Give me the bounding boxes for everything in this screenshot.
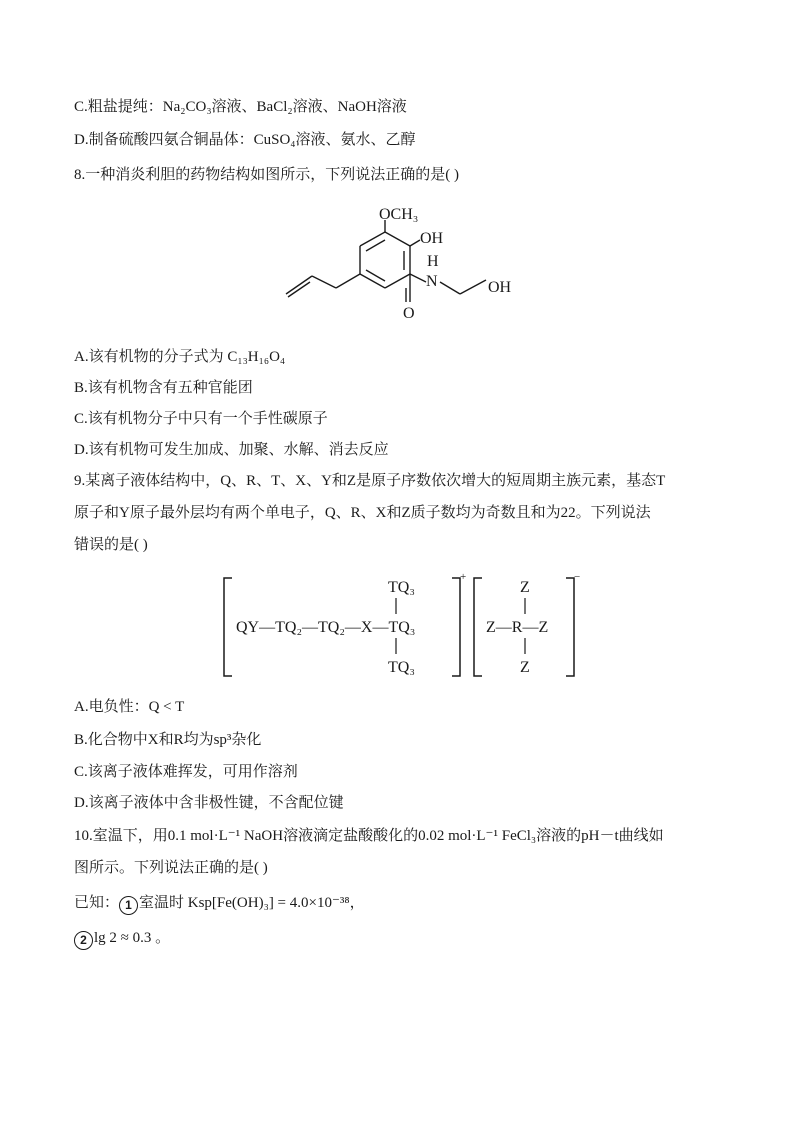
terminal-oh-label: OH	[488, 279, 512, 296]
carbonyl-o-label: O	[403, 305, 415, 322]
q8-option-a: A.该有机物的分子式为 C₁₃H₁₆O₄	[74, 349, 286, 365]
q8-option-c: C.该有机物分子中只有一个手性碳原子	[74, 411, 328, 427]
methoxy-label: OCH₃	[379, 206, 419, 223]
q9-option-b: B.化合物中X和R均为sp³杂化	[74, 732, 262, 748]
amide-h-label: H	[427, 253, 439, 270]
anion-charge: −	[574, 572, 581, 583]
q8-option-b: B.该有机物含有五种官能团	[74, 380, 253, 396]
q7-option-d	[74, 130, 416, 150]
q10-given-1-text: 室温时 Ksp[Fe(OH)₃] = 4.0×10⁻³⁸，	[139, 895, 365, 911]
anion-top: Z	[520, 579, 530, 596]
q8-option-d: D.该有机物可发生加成、加聚、水解、消去反应	[74, 442, 389, 458]
q10-given-2	[74, 928, 170, 950]
q9-option-a: A.电负性：Q < T	[74, 699, 185, 715]
anion-center: Z—R—Z	[486, 619, 549, 636]
q10-stem-line2: 图所示。下列说法正确的是( )	[74, 860, 268, 876]
q10-given-2-text: lg 2 ≈ 0.3 。	[94, 930, 171, 946]
q9-option-d: D.该离子液体中含非极性键，不含配位键	[74, 795, 344, 811]
cation-bottom-group: TQ₃	[388, 659, 415, 676]
anion-bottom: Z	[520, 659, 530, 676]
q9-stem-line3: 错误的是( )	[74, 537, 148, 553]
allyl-chain	[286, 274, 360, 297]
q8-molecule-structure	[272, 202, 532, 332]
circled-number-2-icon: 2	[74, 931, 93, 950]
q7-option-c	[74, 97, 407, 117]
cation-chain: QY—TQ₂—TQ₂—X—TQ₃	[236, 619, 416, 636]
q10-stem-line1: 10.室温下，用0.1 mol·L⁻¹ NaOH溶液滴定盐酸酸化的0.02 mol·L⁻¹ FeCl₃溶液的pH－t曲线如	[74, 828, 664, 844]
q10-given-label: 已知：	[74, 895, 120, 911]
benzene-ring	[360, 232, 410, 288]
q8-stem: 8.一种消炎利胆的药物结构如图所示，下列说法正确的是( )	[74, 167, 459, 183]
q9-ionic-liquid-structure	[220, 572, 590, 682]
q9-stem-line2: 原子和Y原子最外层均有两个单电子，Q、R、X和Z质子数均为奇数且和为22。下列说法	[74, 505, 651, 521]
amide-group	[406, 274, 486, 302]
hydroxyl-bond	[410, 240, 420, 246]
cation-charge: +	[460, 572, 467, 583]
hydroxyl-label: OH	[420, 230, 444, 247]
amide-n-label: N	[426, 273, 438, 290]
circled-number-1-icon: 1	[119, 896, 138, 915]
q7-option-d-prefix: D.制备硫酸四氨合铜晶体：	[74, 132, 254, 148]
q10-given-1	[74, 893, 365, 915]
cation-top-group: TQ₃	[388, 579, 415, 596]
q7-option-c-reagents: Na₂CO₃溶液、BaCl₂溶液、NaOH溶液	[162, 99, 407, 115]
q7-option-d-reagents: CuSO₄溶液、氨水、乙醇	[253, 132, 416, 148]
q9-stem-line1: 9.某离子液体结构中，Q、R、T、X、Y和Z是原子序数依次增大的短周期主族元素，基态T	[74, 473, 666, 489]
q9-option-c: C.该离子液体难挥发，可用作溶剂	[74, 764, 298, 780]
q7-option-c-prefix: C.粗盐提纯：	[74, 99, 163, 115]
